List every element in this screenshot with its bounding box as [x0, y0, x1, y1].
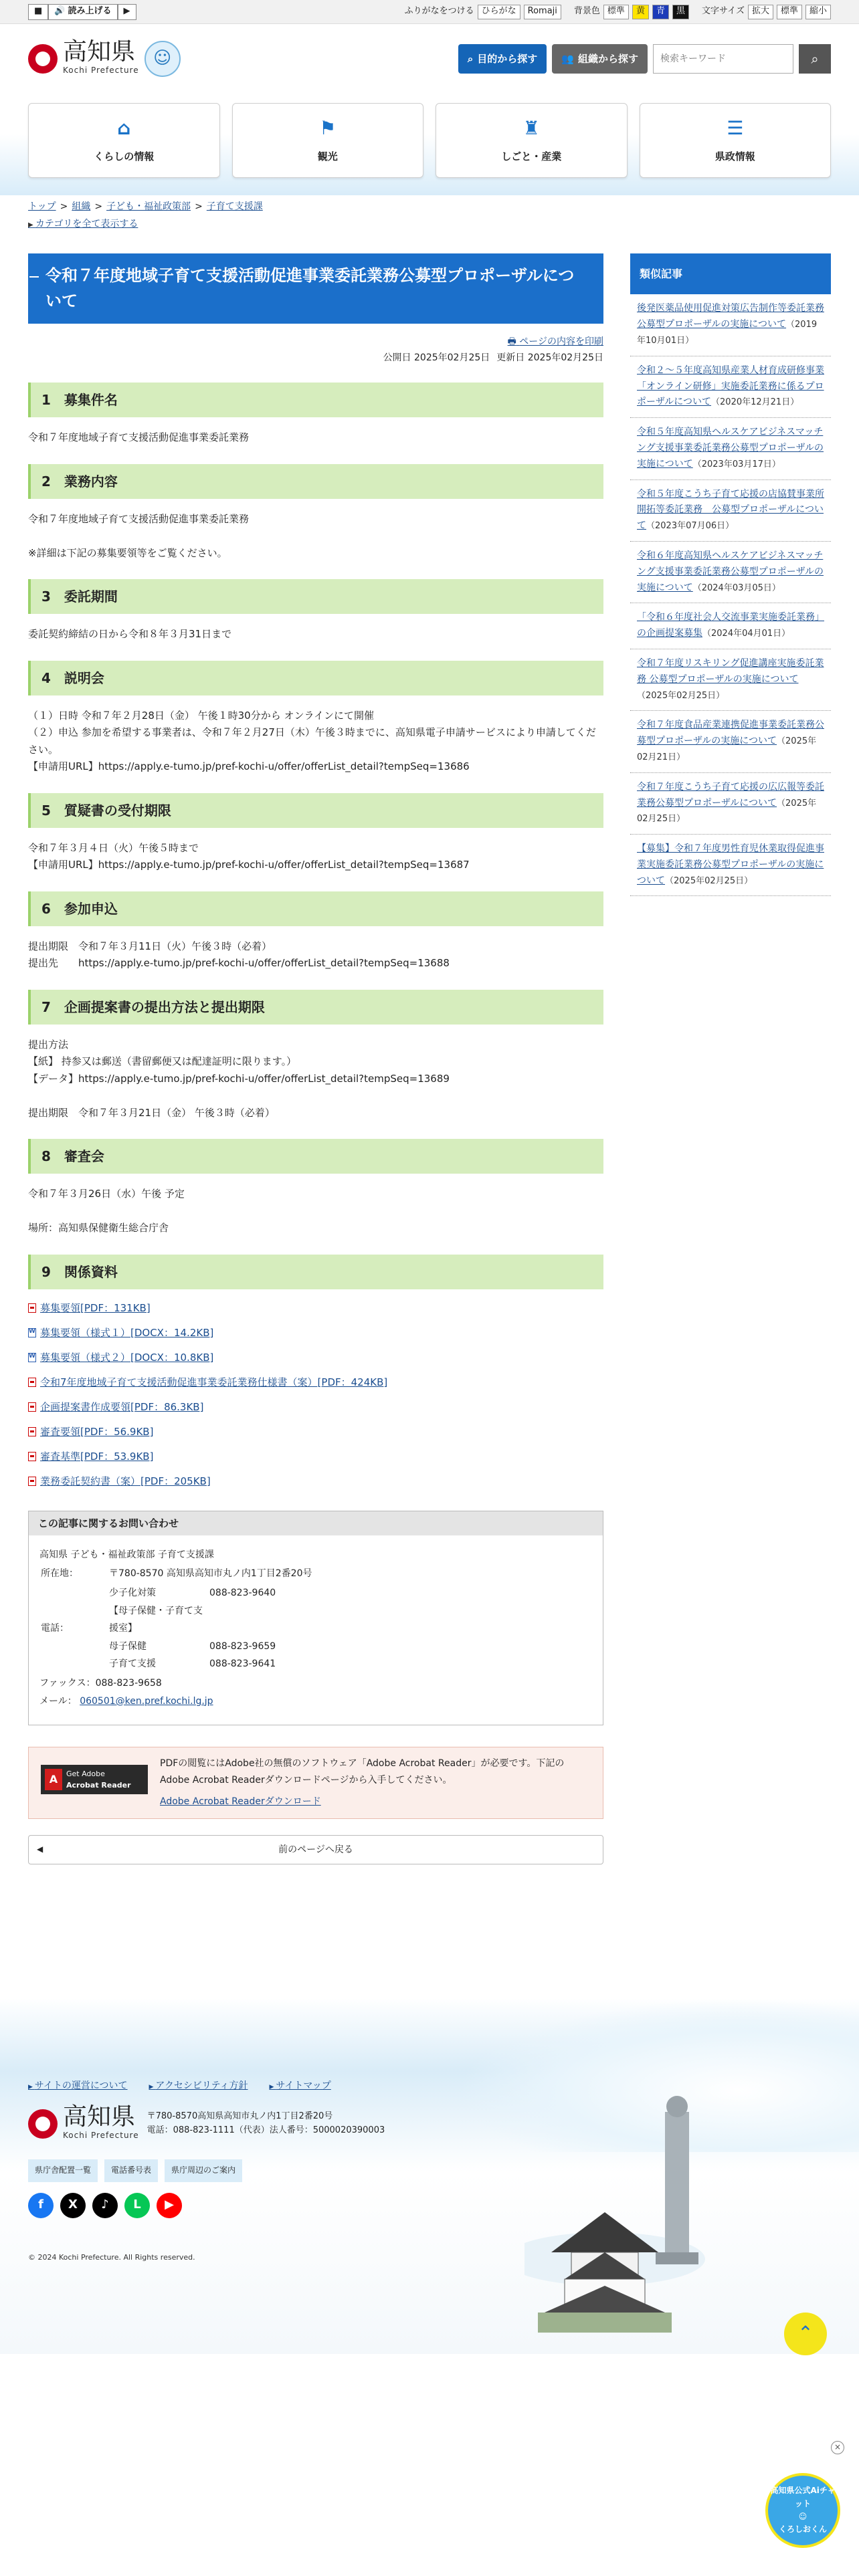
breadcrumb-link[interactable]: 組織 — [72, 201, 91, 212]
phone-row — [109, 1584, 312, 1602]
related-article — [630, 711, 831, 772]
document-icon: ☰ — [727, 116, 744, 139]
castle-illustration — [524, 2085, 739, 2339]
contact-dept: 高知県 子ども・福祉政策部 子育て支援課 — [39, 1549, 214, 1560]
pdf-file-icon — [28, 1452, 36, 1461]
section-line: 令和７年度地域子育て支援活動促進事業委託業務 — [28, 512, 250, 525]
pdf-file-icon — [28, 1378, 36, 1387]
section-heading: 6 参加申込 — [28, 891, 603, 926]
hiragana-button[interactable]: ひらがな — [478, 5, 520, 19]
related-article-link[interactable]: 令和７年度リスキリング促進講座実施委託業務 公募型プロポーザルの実施について — [637, 657, 824, 685]
global-nav-area — [0, 94, 859, 195]
mascot-icon: ☺ — [145, 41, 181, 77]
search-by-purpose-button[interactable]: ⌕ 目的から探す — [458, 44, 547, 74]
related-article-link[interactable]: 後発医薬品使用促進対策広告制作等委託業務公募型プロポーザルの実施について — [637, 303, 824, 330]
font-small-button[interactable]: 縮小 — [805, 5, 831, 19]
related-article — [630, 418, 831, 479]
section-line: 【申請用URL】https://apply.e-tumo.jp/pref-kochi-u/offer/offerList_detail?tempSeq=13686 — [28, 760, 470, 773]
logo-title: 高知県 — [63, 38, 136, 66]
contact-heading: この記事に関するお問い合わせ — [29, 1511, 603, 1535]
bg-blue-button[interactable]: 青 — [652, 5, 669, 19]
bg-black-button[interactable]: 黒 — [672, 5, 689, 19]
gnav-label: 県政情報 — [714, 150, 755, 163]
stop-button[interactable]: ■ — [28, 4, 48, 20]
contact-email-link[interactable]: 060501@ken.pref.kochi.lg.jp — [80, 1695, 213, 1707]
breadcrumb-link[interactable]: 子ども・福祉政策部 — [106, 201, 191, 212]
breadcrumb-link[interactable]: トップ — [28, 201, 56, 212]
related-articles-heading: 類似記事 — [630, 253, 831, 295]
prefecture-emblem-icon — [28, 44, 58, 74]
section-line: 【データ】https://apply.e-tumo.jp/pref-kochi-u/offer/offerList_detail?tempSeq=13689 — [28, 1072, 450, 1085]
footer-logo[interactable]: 高知県 Kochi Prefecture — [28, 2105, 139, 2142]
related-article-link[interactable]: 【募集】令和７年度男性育児休業取得促進事業実施委託業務公募型プロポーザルの実施について — [637, 843, 824, 886]
back-button[interactable]: ◀ 前のページへ戻る — [28, 1835, 603, 1864]
search-by-org-button[interactable]: 👥 組織から探す — [552, 44, 648, 74]
related-article-link[interactable]: 令和７年度食品産業連携促進事業委託業務公募型プロポーザルの実施について — [637, 720, 824, 747]
footer-button[interactable]: 県庁舎配置一覧 — [28, 2159, 98, 2181]
gnav-label: しごと・産業 — [501, 150, 562, 163]
footer-tel: 電話：088-823-1111（代表）法人番号：5000020390003 — [147, 2125, 385, 2135]
pdf-note-text: PDFの閲覧にはAdobe社の無償のソフトウェア「Adobe Acrobat Reader」が必要です。下記のAdobe Acrobat Readerダウンロードページから入手してください。 — [160, 1758, 565, 1786]
home-icon: ⌂ — [117, 116, 131, 139]
utility-bar — [0, 0, 859, 24]
contact-phones — [109, 1584, 312, 1673]
section-heading: 2 業務内容 — [28, 464, 603, 499]
search-icon: ⌕ — [467, 53, 474, 65]
related-article-link[interactable]: 「令和６年度社会人交流事業実施委託業務」の企画提案募集 — [637, 612, 824, 639]
related-article — [630, 773, 831, 835]
file-link[interactable]: 審査基準[PDF：53.9KB] — [40, 1450, 154, 1463]
section-line: ※詳細は下記の募集要領等をご覧ください。 — [28, 546, 227, 559]
section-body — [28, 429, 603, 447]
article-dates: 公開日 2025年02月25日 更新日 2025年02月25日 — [383, 352, 603, 363]
footer-address: 〒780-8570高知県高知市丸ノ内1丁目2番20号 — [147, 2111, 333, 2121]
furigana-label: ふりがなをつける — [404, 6, 474, 17]
section-line: 令和７年３月４日（火）午後５時まで — [28, 841, 199, 854]
page-top-button[interactable]: ⌃ — [784, 2313, 827, 2355]
contact-fax: ファックス：088-823-9658 — [39, 1678, 162, 1689]
copyright: © 2024 Kochi Prefecture. All Rights reserved. — [28, 2252, 195, 2262]
logo-subtitle: Kochi Prefecture — [63, 66, 139, 76]
bg-standard-button[interactable]: 標準 — [603, 5, 629, 19]
chevron-left-icon: ◀ — [37, 1844, 43, 1854]
section-body — [28, 1186, 603, 1237]
global-nav — [28, 103, 831, 178]
file-item — [28, 1325, 603, 1341]
section-body — [28, 1037, 603, 1122]
word-file-icon — [28, 1353, 36, 1362]
phone-row — [109, 1602, 312, 1638]
gnav-label: 観光 — [317, 150, 338, 163]
phone-name: 【母子保健・子育て支援室】 — [109, 1605, 203, 1634]
play-button[interactable]: ▶ — [118, 4, 136, 20]
breadcrumb — [0, 195, 859, 217]
section-line: 【紙】 持参又は郵送（書留郵便又は配達証明に限ります。） — [28, 1055, 297, 1068]
related-article-link[interactable]: 令和７年度こうち子育て応援の広広報等委託業務公募型プロポーザルについて — [637, 781, 824, 809]
section-line: 提出先 https://apply.e-tumo.jp/pref-kochi-u/offer/offerList_detail?tempSeq=13688 — [28, 957, 450, 970]
section-heading: 1 募集件名 — [28, 383, 603, 417]
footer-button[interactable]: 県庁周辺のご案内 — [165, 2159, 242, 2181]
romaji-button[interactable]: Romaji — [524, 5, 561, 19]
section-heading: 5 質疑書の受付期限 — [28, 793, 603, 828]
main-content — [28, 253, 603, 1864]
line-icon[interactable]: L — [124, 2193, 150, 2218]
related-article — [630, 649, 831, 711]
section-line: 提出期限 令和７年３月21日（金） 午後３時（必着） — [28, 1106, 275, 1119]
section-body — [28, 626, 603, 643]
file-item — [28, 1424, 603, 1440]
fontsize-label: 文字サイズ — [701, 6, 745, 17]
related-articles-list — [630, 294, 831, 896]
section-line: 令和７年３月26日（水）午後 予定 — [28, 1188, 185, 1200]
tourism-icon: ⚑ — [319, 116, 337, 139]
section-body — [28, 511, 603, 562]
pdf-file-icon — [28, 1477, 36, 1486]
site-header — [0, 24, 859, 94]
page-title: 令和７年度地域子育て支援活動促進事業委託業務公募型プロポーザルについて — [28, 253, 603, 324]
site-footer — [0, 1998, 859, 2534]
word-file-icon — [28, 1328, 36, 1337]
font-large-button[interactable]: 拡大 — [748, 5, 773, 19]
adobe-reader-badge[interactable]: A Get Adobe Acrobat Reader — [41, 1765, 148, 1794]
people-icon: 👥 — [561, 53, 574, 65]
youtube-icon[interactable]: ▶ — [157, 2193, 182, 2218]
read-aloud-button[interactable]: 🔊 読み上げる — [48, 4, 117, 20]
related-article — [630, 542, 831, 603]
breadcrumb-separator: > — [60, 201, 68, 212]
section-line — [28, 528, 603, 545]
related-article-date: （2025年02月21日） — [637, 736, 817, 762]
section-heading: 4 説明会 — [28, 661, 603, 695]
gnav-label: くらしの情報 — [94, 150, 155, 163]
industry-icon: ♜ — [522, 116, 540, 139]
related-article-date: （2020年12月21日） — [711, 397, 799, 408]
search-input[interactable] — [653, 44, 793, 74]
gnav-item[interactable] — [436, 103, 628, 178]
gnav-item[interactable] — [232, 103, 424, 178]
footer-link[interactable]: ▶ サイトマップ — [270, 2078, 331, 2093]
related-article-date: （2019年10月01日） — [637, 320, 818, 346]
section-line: 令和７年度地域子育て支援活動促進事業委託業務 — [28, 431, 250, 444]
section-heading: 8 審査会 — [28, 1139, 603, 1174]
related-article — [630, 603, 831, 649]
tiktok-icon[interactable]: ♪ — [92, 2193, 118, 2218]
section-body — [28, 708, 603, 776]
gnav-item[interactable] — [640, 103, 832, 178]
related-article — [630, 356, 831, 418]
section-line: 場所：高知県保健衛生総合庁舎 — [28, 1222, 169, 1235]
related-article-date: （2024年03月05日） — [692, 582, 781, 593]
pdf-file-icon — [28, 1427, 36, 1436]
related-article-date: （2025年02月25日） — [637, 798, 817, 825]
file-item — [28, 1300, 603, 1316]
footer-link[interactable]: ▶ アクセシビリティ方針 — [149, 2078, 248, 2093]
acrobat-icon: A — [45, 1769, 62, 1790]
file-item — [28, 1473, 603, 1489]
phone-row — [109, 1655, 312, 1673]
phone-number: 088-823-9659 — [209, 1640, 276, 1652]
bg-yellow-button[interactable]: 黄 — [632, 5, 649, 19]
breadcrumb-separator: > — [195, 201, 203, 212]
section-heading: 3 委託期間 — [28, 579, 603, 614]
related-article-link[interactable]: 令和２～５年度高知県産業人材育成研修事業「オンライン研修」実施委託業務に係るプロポーザルについて — [637, 364, 824, 408]
pdf-file-icon — [28, 1402, 36, 1412]
adobe-download-link[interactable]: Adobe Acrobat Readerダウンロード — [160, 1796, 321, 1807]
phone-number: 088-823-9641 — [209, 1658, 276, 1670]
section-line: 提出期限 令和７年３月11日（火）午後３時（必着） — [28, 940, 272, 952]
phone-name: 少子化対策 — [109, 1588, 156, 1599]
related-article-link[interactable]: 令和５年度高知県ヘルスケアビジネスマッチング支援事業委託業務公募型プロポーザルの実施について — [637, 427, 824, 469]
gnav-item[interactable] — [28, 103, 220, 178]
print-link[interactable]: 🖶 ページの内容を印刷 — [507, 336, 603, 347]
section-line: 委託契約締結の日から令和８年３月31日まで — [28, 628, 232, 641]
file-item — [28, 1374, 603, 1390]
breadcrumb-separator: > — [94, 201, 103, 212]
pdf-file-icon — [28, 1303, 36, 1313]
related-article-link[interactable]: 令和６年度高知県ヘルスケアビジネスマッチング支援事業委託業務公募型プロポーザルの実施について — [637, 550, 824, 593]
file-link[interactable]: 募集要領（様式１）[DOCX：14.2KB] — [40, 1326, 214, 1339]
section-line — [28, 1087, 603, 1105]
bgcolor-label: 背景色 — [573, 6, 600, 17]
related-article — [630, 835, 831, 896]
file-link[interactable]: 審査要領[PDF：56.9KB] — [40, 1425, 154, 1438]
phone-number: 088-823-9640 — [209, 1588, 276, 1599]
contact-address: 〒780-8570 高知県高知市丸ノ内1丁目2番20号 — [109, 1568, 312, 1580]
related-article-date: （2024年04月01日） — [702, 629, 791, 639]
section-line: （２）申込 参加を希望する事業者は、令和７年２月27日（木）午後３時までに、高知県電子申請サービスにより申請してください。 — [28, 726, 596, 756]
phone-name: 子育て支援 — [109, 1658, 156, 1670]
close-icon[interactable]: × — [831, 2441, 844, 2454]
file-item — [28, 1448, 603, 1465]
file-link[interactable]: 令和7年度地域子育て支援活動促進事業委託業務仕様書（案）[PDF：424KB] — [40, 1376, 388, 1388]
related-article — [630, 294, 831, 356]
related-article-date: （2025年02月25日） — [665, 875, 753, 886]
file-link[interactable]: 企画提案書作成要領[PDF：86.3KB] — [40, 1400, 204, 1413]
prefecture-emblem-icon — [28, 2109, 58, 2139]
file-list — [28, 1300, 603, 1489]
sidebar — [630, 253, 831, 1864]
section-heading: 7 企画提案書の提出方法と提出期限 — [28, 990, 603, 1025]
facebook-icon[interactable]: f — [28, 2193, 54, 2218]
chatbot-button[interactable]: 高知県公式Aiチャット ☺ くろしおくん — [765, 2473, 840, 2548]
section-line: 【申請用URL】https://apply.e-tumo.jp/pref-kochi-u/offer/offerList_detail?tempSeq=13687 — [28, 859, 470, 871]
font-standard-button[interactable]: 標準 — [777, 5, 802, 19]
section-line — [28, 1203, 603, 1220]
footer-button[interactable]: 電話番号表 — [104, 2159, 158, 2181]
file-link[interactable]: 募集要領[PDF：131KB] — [40, 1301, 151, 1314]
file-item — [28, 1399, 603, 1415]
footer-link[interactable]: ▶ サイトの運営について — [28, 2078, 128, 2093]
site-logo[interactable] — [28, 40, 181, 77]
section-body — [28, 840, 603, 874]
pdf-reader-note — [28, 1747, 603, 1819]
breadcrumb-link[interactable]: 子育て支援課 — [206, 201, 263, 212]
related-article-link[interactable]: 令和５年度こうち子育て応援の店協賛事業所開拓等委託業務 公募型プロポーザルについて — [637, 488, 824, 532]
phone-row — [109, 1638, 312, 1656]
related-article-date: （2025年02月25日） — [637, 690, 725, 701]
section-body — [28, 938, 603, 972]
section-heading: 9 関係資料 — [28, 1255, 603, 1289]
search-submit-button[interactable]: ⌕ — [799, 44, 831, 74]
file-link[interactable]: 業務委託契約書（案）[PDF：205KB] — [40, 1475, 211, 1487]
printer-icon: 🖶 — [507, 336, 516, 347]
file-link[interactable]: 募集要領（様式２）[DOCX：10.8KB] — [40, 1351, 214, 1364]
related-article-date: （2023年07月06日） — [646, 521, 735, 532]
read-aloud-controls — [28, 4, 136, 20]
section-line: 提出方法 — [28, 1038, 69, 1051]
related-article-date: （2023年03月17日） — [692, 459, 781, 469]
contact-box: この記事に関するお問い合わせ 高知県 子ども・福祉政策部 子育て支援課 所在地： 〒780-8570 高知県高知市丸ノ内1丁目2番20号 電話： 少子化対策 088-823-9640 【母子保健・子育て支援室】 母子保健 088-823-9659 子育て支援 088-823-9641 ファックス：088-823-9658 メール： 060501@ken.pref.kochi.lg.jp — [28, 1511, 603, 1725]
file-item — [28, 1350, 603, 1366]
section-line: （１）日時 令和７年２月28日（金） 午後１時30分から オンラインにて開催 — [28, 709, 375, 722]
x-icon[interactable]: X — [60, 2193, 86, 2218]
phone-name: 母子保健 — [109, 1640, 147, 1652]
show-all-categories-link[interactable]: ▶ カテゴリを全て表示する — [28, 219, 138, 229]
related-article — [630, 480, 831, 542]
